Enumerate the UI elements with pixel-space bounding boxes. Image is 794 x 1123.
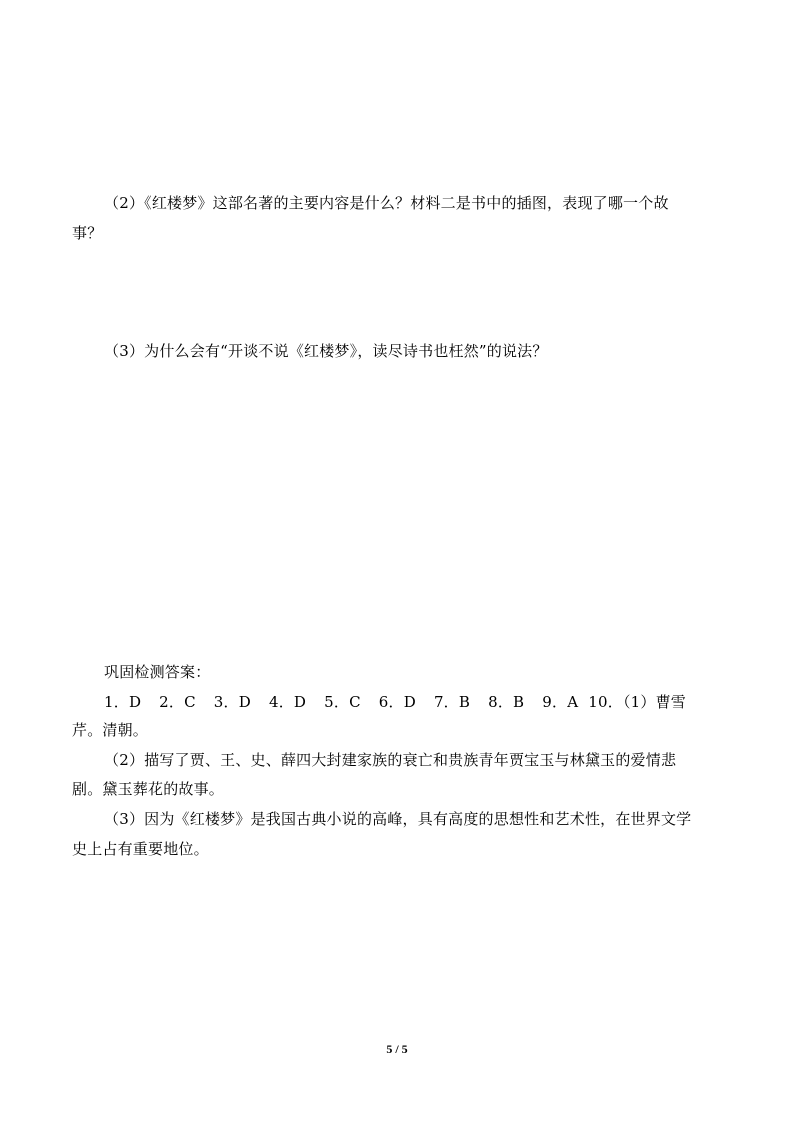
answer-10-1-start: 10．（1）曹雪 <box>588 693 686 711</box>
page-number: 5 / 5 <box>386 1042 408 1056</box>
mc-answer-4: 4．D <box>268 693 307 711</box>
answer-10-1-end: 芹。清朝。 <box>72 721 149 739</box>
answer-2-line-2: 剧。黛玉葬花的故事。 <box>72 780 225 798</box>
answer-3-line-1: （3）因为《红楼梦》是我国古典小说的高峰，具有高度的思想性和艺术性，在世界文学 <box>104 810 692 828</box>
answer-heading: 巩固检测答案： <box>104 663 211 681</box>
mc-answer-6: 6．D <box>378 693 416 711</box>
question-2-line-1: （2）《红楼梦》这部名著的主要内容是什么？材料二是书中的插图，表现了哪一个故 <box>104 194 669 212</box>
mc-answer-5: 5．C <box>324 693 361 711</box>
mc-answer-2: 2．C <box>159 693 196 711</box>
mc-answer-3: 3．D <box>213 693 251 711</box>
answer-3-line-2: 史上占有重要地位。 <box>72 840 209 858</box>
multiple-choice-answers <box>104 692 686 712</box>
mc-answer-1: 1．D <box>104 693 142 711</box>
answer-2-line-1: （2）描写了贾、王、史、薛四大封建家族的衰亡和贵族青年贾宝玉与林黛玉的爱情悲 <box>104 751 677 769</box>
question-3: （3）为什么会有“开谈不说《红楼梦》，读尽诗书也枉然”的说法？ <box>104 342 548 360</box>
mc-answer-7: 7．B <box>433 693 471 711</box>
question-2-line-2: 事？ <box>72 224 103 242</box>
mc-answer-9: 9．A <box>542 693 579 711</box>
mc-answer-8: 8．B <box>488 693 525 711</box>
